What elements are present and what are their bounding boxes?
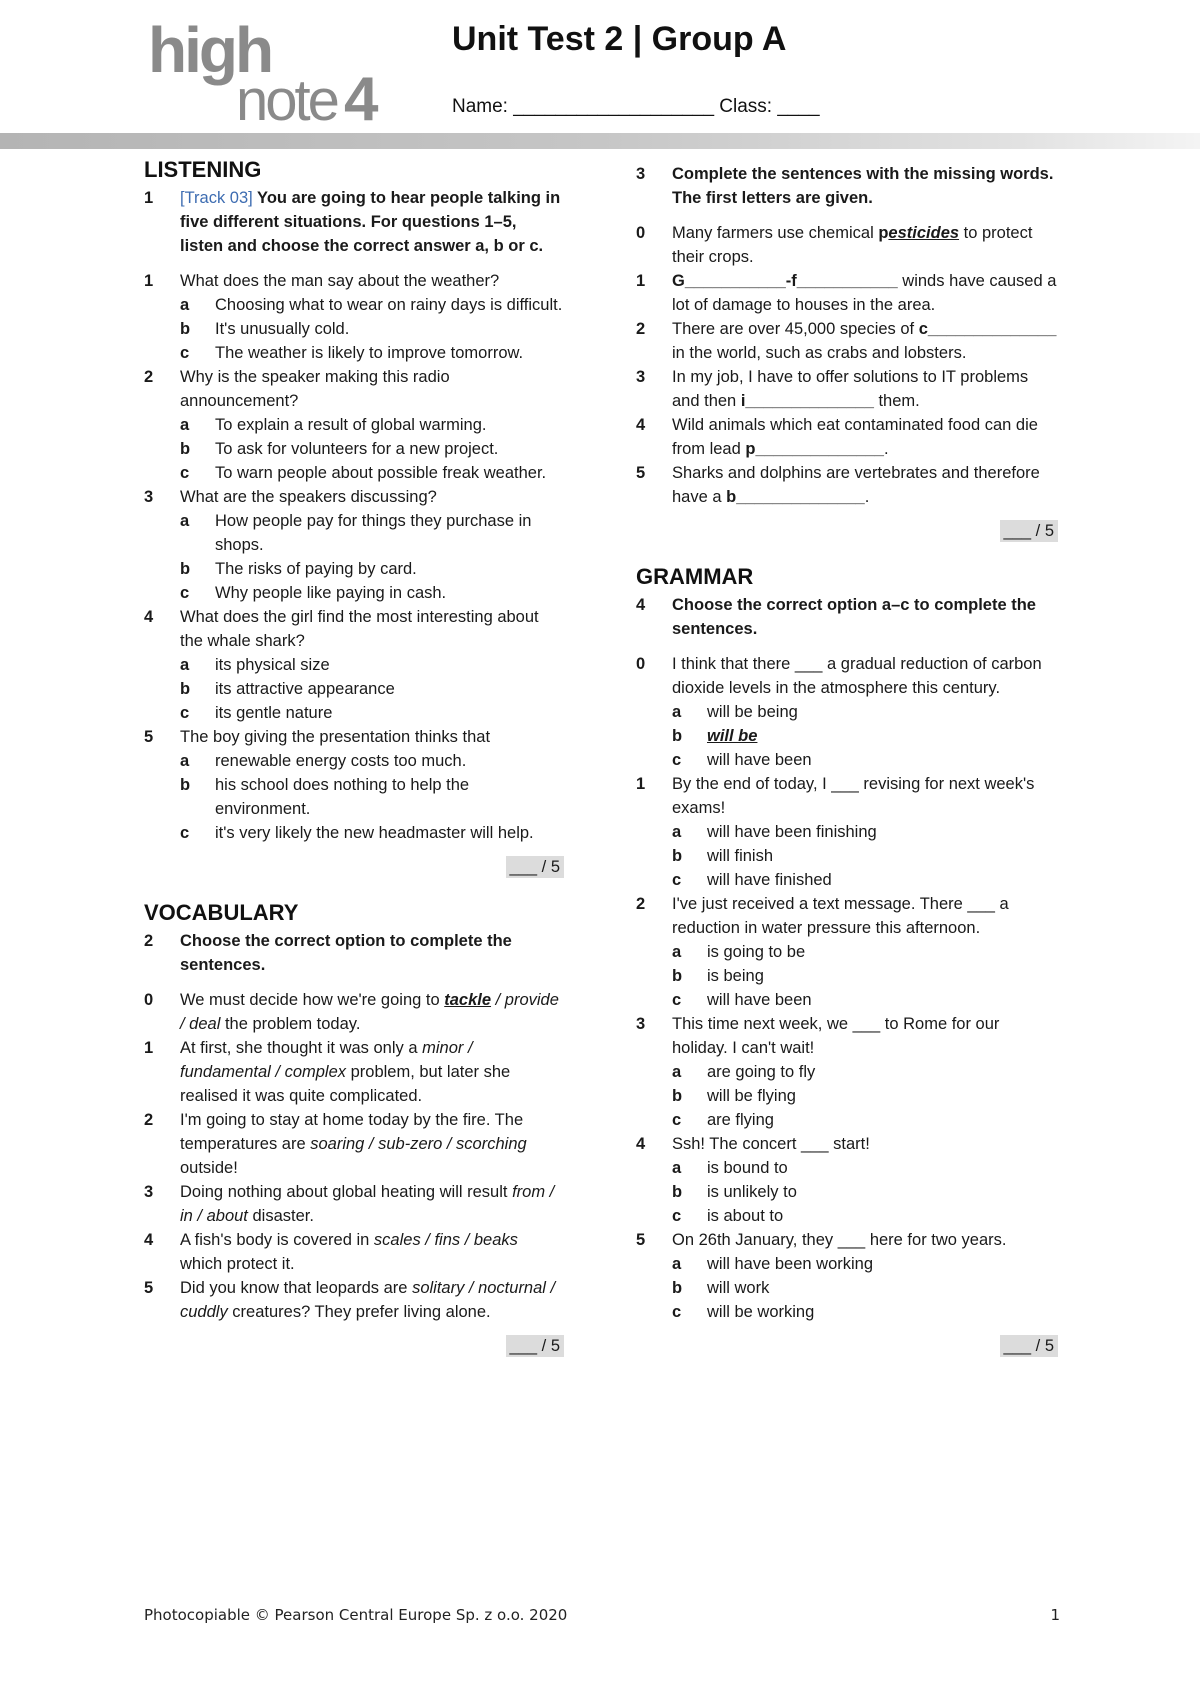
answer-option xyxy=(636,700,1058,724)
gap-prompt: b______________ xyxy=(726,488,865,506)
option-letter: b xyxy=(672,847,683,865)
option-text: its gentle nature xyxy=(215,704,333,722)
question-number: 2 xyxy=(636,895,646,913)
example-answer: will be xyxy=(707,727,758,745)
option-text: will have been xyxy=(707,991,812,1009)
sentence-text: Wild animals which eat contaminated food can die from lead xyxy=(672,416,1038,458)
item-number: 0 xyxy=(144,991,154,1009)
option-text: its attractive appearance xyxy=(215,680,395,698)
question-number: 2 xyxy=(144,368,154,386)
question xyxy=(636,1012,1058,1060)
option-text: will have been working xyxy=(707,1255,874,1273)
item-number: 0 xyxy=(636,224,646,242)
option-text: is bound to xyxy=(707,1159,788,1177)
answer-option xyxy=(636,1204,1058,1228)
option-letter: a xyxy=(180,416,190,434)
answer-option xyxy=(144,821,564,845)
footer-copyright: Photocopiable © Pearson Central Europe Sp. z o.o. 2020 xyxy=(144,1606,568,1624)
sentence-text: outside! xyxy=(180,1159,238,1177)
answer-option xyxy=(636,844,1058,868)
sentence-text: In my job, I have to offer solutions to IT problems and then xyxy=(672,368,1029,410)
answer-option xyxy=(636,964,1058,988)
answer-option xyxy=(144,413,564,437)
sentence-text: I'm going to stay at home today by the fire. The temperatures are xyxy=(180,1111,524,1153)
word-options: scales / fins / beaks xyxy=(373,1231,518,1249)
option-text: is unlikely to xyxy=(707,1183,797,1201)
option-letter: a xyxy=(672,943,682,961)
vocabulary-score xyxy=(144,1334,564,1358)
item-number: 1 xyxy=(636,272,646,290)
option-letter: a xyxy=(672,703,682,721)
sentence-item xyxy=(144,988,564,1036)
option-letter: c xyxy=(672,871,682,889)
option-letter: c xyxy=(180,584,190,602)
answer-option xyxy=(636,1060,1058,1084)
item-number: 4 xyxy=(636,416,646,434)
listening-score xyxy=(144,855,564,879)
sentence-text: . xyxy=(864,488,870,506)
question-text: What does the girl find the most interesting about the whale shark? xyxy=(180,608,539,650)
option-letter: a xyxy=(180,752,190,770)
sentence-item xyxy=(144,1276,564,1324)
grammar-instruction xyxy=(636,593,1058,641)
sentence-text: At first, she thought it was only a xyxy=(180,1039,423,1057)
sentence-text: which protect it. xyxy=(180,1255,295,1273)
option-text: It's unusually cold. xyxy=(215,320,350,338)
question xyxy=(144,269,564,293)
answer-option xyxy=(636,940,1058,964)
option-letter: a xyxy=(180,656,190,674)
question-number: 3 xyxy=(636,1015,646,1033)
item-number: 2 xyxy=(144,1111,154,1129)
answer-option xyxy=(144,677,564,701)
answer-option xyxy=(144,653,564,677)
option-letter: a xyxy=(180,296,190,314)
question-number: 5 xyxy=(144,728,154,746)
gap-prompt: p xyxy=(878,224,889,242)
question-number: 1 xyxy=(144,272,154,290)
example-answer: tackle xyxy=(444,991,492,1009)
question-text: Why is the speaker making this radio announcement? xyxy=(180,368,450,410)
sentence-item xyxy=(636,269,1058,317)
vocabulary-items xyxy=(144,988,564,1324)
item-number: 4 xyxy=(144,1231,154,1249)
sentence-item xyxy=(636,221,1058,269)
question xyxy=(144,365,564,413)
grammar-heading: GRAMMAR xyxy=(636,564,754,589)
instruction-text: Choose the correct option a–c to complete the sentences. xyxy=(672,596,1036,638)
option-letter: b xyxy=(672,967,683,985)
question xyxy=(636,1132,1058,1156)
sentence-item xyxy=(636,365,1058,413)
sentence-item xyxy=(144,1180,564,1228)
answer-option xyxy=(636,820,1058,844)
grammar-score xyxy=(636,1334,1058,1358)
question xyxy=(636,652,1058,700)
header-band xyxy=(0,133,1200,149)
question-number: 5 xyxy=(636,1231,646,1249)
answer-option xyxy=(144,701,564,725)
exercise3-items xyxy=(636,221,1058,509)
answer-option xyxy=(636,724,1058,748)
vocabulary-heading: VOCABULARY xyxy=(144,900,299,925)
sentence-text: . xyxy=(883,440,889,458)
sentence-text: winds have caused a lot of damage to houses in the area. xyxy=(672,272,1057,314)
answer-option xyxy=(144,293,564,317)
option-text: are going to fly xyxy=(707,1063,816,1081)
word-options: / provide / deal xyxy=(180,991,559,1033)
option-letter: c xyxy=(180,344,190,362)
question-number: 3 xyxy=(144,488,154,506)
word-options: minor / fundamental / complex xyxy=(180,1039,473,1081)
question xyxy=(144,605,564,653)
sentence-text: Sharks and dolphins are vertebrates and therefore have a xyxy=(672,464,1040,506)
sentence-text: Did you know that leopards are xyxy=(180,1279,413,1297)
option-text: its physical size xyxy=(215,656,330,674)
question-text: What does the man say about the weather? xyxy=(180,272,500,290)
logo-level-4: 4 xyxy=(344,65,379,128)
listening-questions xyxy=(144,269,564,845)
answer-option xyxy=(636,988,1058,1012)
item-number: 1 xyxy=(144,1039,154,1057)
option-text: it's very likely the new headmaster will help. xyxy=(215,824,534,842)
high-note-4-logo xyxy=(148,16,398,128)
name-class-fields: Name: ___________________ Class: ____ xyxy=(452,96,820,117)
sentence-text: A fish's body is covered in xyxy=(180,1231,374,1249)
listening-instruction xyxy=(144,186,564,258)
answer-option xyxy=(144,749,564,773)
question-number: 4 xyxy=(144,608,154,626)
instruction-text: Complete the sentences with the missing words. The first letters are given. xyxy=(672,165,1054,207)
question-text: I think that there ___ a gradual reduction of carbon dioxide levels in the atmosphere this century. xyxy=(672,655,1042,697)
exercise-number: 3 xyxy=(636,165,646,183)
page-title: Unit Test 2 | Group A xyxy=(452,20,787,58)
question xyxy=(636,1228,1058,1252)
sentence-text: the problem today. xyxy=(220,1015,361,1033)
word-options: solitary / nocturnal / cuddly xyxy=(180,1279,556,1321)
sentence-text: disaster. xyxy=(247,1207,314,1225)
left-column xyxy=(144,156,564,1358)
answer-option xyxy=(144,773,564,821)
sentence-item xyxy=(636,413,1058,461)
listening-heading: LISTENING xyxy=(144,157,262,182)
option-letter: b xyxy=(180,320,191,338)
example-answer: esticides xyxy=(888,224,960,242)
exercise3-score xyxy=(636,519,1058,543)
grammar-questions xyxy=(636,652,1058,1324)
sentence-item xyxy=(144,1108,564,1180)
sentence-text: creatures? They prefer living alone. xyxy=(227,1303,491,1321)
instruction-text: You are going to hear people talking in five different situations. For questions 1–5, listen and choose the correct answer a, b or c. xyxy=(180,189,561,255)
option-text: will have finished xyxy=(707,871,832,889)
sentence-item xyxy=(144,1036,564,1108)
score-box: ___ / 5 xyxy=(506,856,564,878)
score-box: ___ / 5 xyxy=(506,1335,564,1357)
exercise-number: 2 xyxy=(144,932,154,950)
question-number: 0 xyxy=(636,655,646,673)
answer-option xyxy=(144,437,564,461)
score-box: ___ / 5 xyxy=(1000,520,1058,542)
sentence-text: Doing nothing about global heating will result xyxy=(180,1183,513,1201)
option-text: will be flying xyxy=(707,1087,796,1105)
option-letter: b xyxy=(672,1279,683,1297)
answer-option xyxy=(636,1084,1058,1108)
option-letter: b xyxy=(180,776,191,794)
option-text: is being xyxy=(707,967,764,985)
option-letter: b xyxy=(180,440,191,458)
option-text: Why people like paying in cash. xyxy=(215,584,447,602)
option-letter: c xyxy=(180,824,190,842)
item-number: 3 xyxy=(144,1183,154,1201)
option-letter: b xyxy=(180,680,191,698)
sentence-text: them. xyxy=(873,392,920,410)
option-text: will work xyxy=(707,1279,770,1297)
option-text: are flying xyxy=(707,1111,774,1129)
option-letter: c xyxy=(672,1207,682,1225)
answer-option xyxy=(144,557,564,581)
sentence-text: Many farmers use chemical xyxy=(672,224,879,242)
track-label: [Track 03] xyxy=(180,189,253,207)
item-number: 5 xyxy=(144,1279,154,1297)
question-number: 4 xyxy=(636,1135,646,1153)
option-text: How people pay for things they purchase in shops. xyxy=(215,512,532,554)
option-letter: b xyxy=(672,1087,683,1105)
item-number: 3 xyxy=(636,368,646,386)
option-letter: a xyxy=(672,1159,682,1177)
option-letter: c xyxy=(672,1303,682,1321)
option-text: will be working xyxy=(707,1303,815,1321)
option-text: To warn people about possible freak weather. xyxy=(215,464,547,482)
option-letter: b xyxy=(672,727,683,745)
option-text: will have been xyxy=(707,751,812,769)
question xyxy=(144,485,564,509)
option-text: To explain a result of global warming. xyxy=(215,416,487,434)
page-number: 1 xyxy=(1050,1606,1060,1624)
answer-option xyxy=(144,581,564,605)
sentence-text: There are over 45,000 species of xyxy=(672,320,919,338)
question-text: The boy giving the presentation thinks that xyxy=(180,728,491,746)
exercise3-instruction xyxy=(636,162,1058,210)
option-letter: c xyxy=(672,1111,682,1129)
item-number: 2 xyxy=(636,320,646,338)
right-column xyxy=(636,156,1058,1358)
option-text: is about to xyxy=(707,1207,784,1225)
question-text: On 26th January, they ___ here for two years. xyxy=(672,1231,1007,1249)
option-text: is going to be xyxy=(707,943,806,961)
sentence-text: We must decide how we're going to xyxy=(180,991,445,1009)
item-number: 5 xyxy=(636,464,646,482)
sentence-item xyxy=(636,461,1058,509)
answer-option xyxy=(636,748,1058,772)
option-text: his school does nothing to help the environment. xyxy=(215,776,470,818)
question-text: Ssh! The concert ___ start! xyxy=(672,1135,870,1153)
answer-option xyxy=(636,1300,1058,1324)
sentence-text: problem, but later she realised it was quite complicated. xyxy=(180,1063,511,1105)
answer-option xyxy=(636,1180,1058,1204)
question xyxy=(144,725,564,749)
option-text: will finish xyxy=(707,847,774,865)
gap-prompt: c______________ xyxy=(918,320,1057,338)
word-options: soaring / sub-zero / scorching xyxy=(310,1135,527,1153)
option-letter: a xyxy=(672,823,682,841)
score-box: ___ / 5 xyxy=(1000,1335,1058,1357)
option-letter: a xyxy=(180,512,190,530)
question-text: I've just received a text message. There ___ a reduction in water pressure this afternoon. xyxy=(672,895,1009,937)
option-text: The risks of paying by card. xyxy=(215,560,417,578)
option-letter: c xyxy=(672,751,682,769)
question xyxy=(636,892,1058,940)
sentence-item xyxy=(636,317,1058,365)
gap-prompt: G___________-f___________ xyxy=(672,272,898,290)
option-text: To ask for volunteers for a new project. xyxy=(215,440,499,458)
option-text: The weather is likely to improve tomorrow. xyxy=(215,344,524,362)
option-letter: a xyxy=(672,1063,682,1081)
logo-word-note: note xyxy=(236,68,337,128)
option-letter: b xyxy=(180,560,191,578)
answer-option xyxy=(636,1276,1058,1300)
instruction-text: Choose the correct option to complete the sentences. xyxy=(180,932,512,974)
answer-option xyxy=(636,1108,1058,1132)
question-text: By the end of today, I ___ revising for next week's exams! xyxy=(672,775,1035,817)
answer-option xyxy=(636,1252,1058,1276)
answer-option xyxy=(636,1156,1058,1180)
option-text: Choosing what to wear on rainy days is difficult. xyxy=(215,296,563,314)
option-text: will be being xyxy=(707,703,798,721)
word-options: from / in / about xyxy=(180,1183,555,1225)
answer-option xyxy=(144,317,564,341)
answer-option xyxy=(144,461,564,485)
question-text: What are the speakers discussing? xyxy=(180,488,437,506)
vocabulary-instruction xyxy=(144,929,564,977)
option-letter: a xyxy=(672,1255,682,1273)
sentence-text: in the world, such as crabs and lobsters. xyxy=(672,344,967,362)
option-text: will have been finishing xyxy=(707,823,877,841)
question-number: 1 xyxy=(636,775,646,793)
option-letter: c xyxy=(180,704,190,722)
option-letter: b xyxy=(672,1183,683,1201)
gap-prompt: i______________ xyxy=(740,392,874,410)
exercise-number: 1 xyxy=(144,189,154,207)
question-text: This time next week, we ___ to Rome for our holiday. I can't wait! xyxy=(672,1015,1000,1057)
answer-option xyxy=(636,868,1058,892)
logo-word-high: high xyxy=(148,16,272,86)
exercise-number: 4 xyxy=(636,596,646,614)
gap-prompt: p______________ xyxy=(745,440,884,458)
option-letter: c xyxy=(672,991,682,1009)
option-text: renewable energy costs too much. xyxy=(215,752,467,770)
option-letter: c xyxy=(180,464,190,482)
sentence-text: to protect their crops. xyxy=(672,224,1033,266)
answer-option xyxy=(144,341,564,365)
question xyxy=(636,772,1058,820)
answer-option xyxy=(144,509,564,557)
sentence-item xyxy=(144,1228,564,1276)
